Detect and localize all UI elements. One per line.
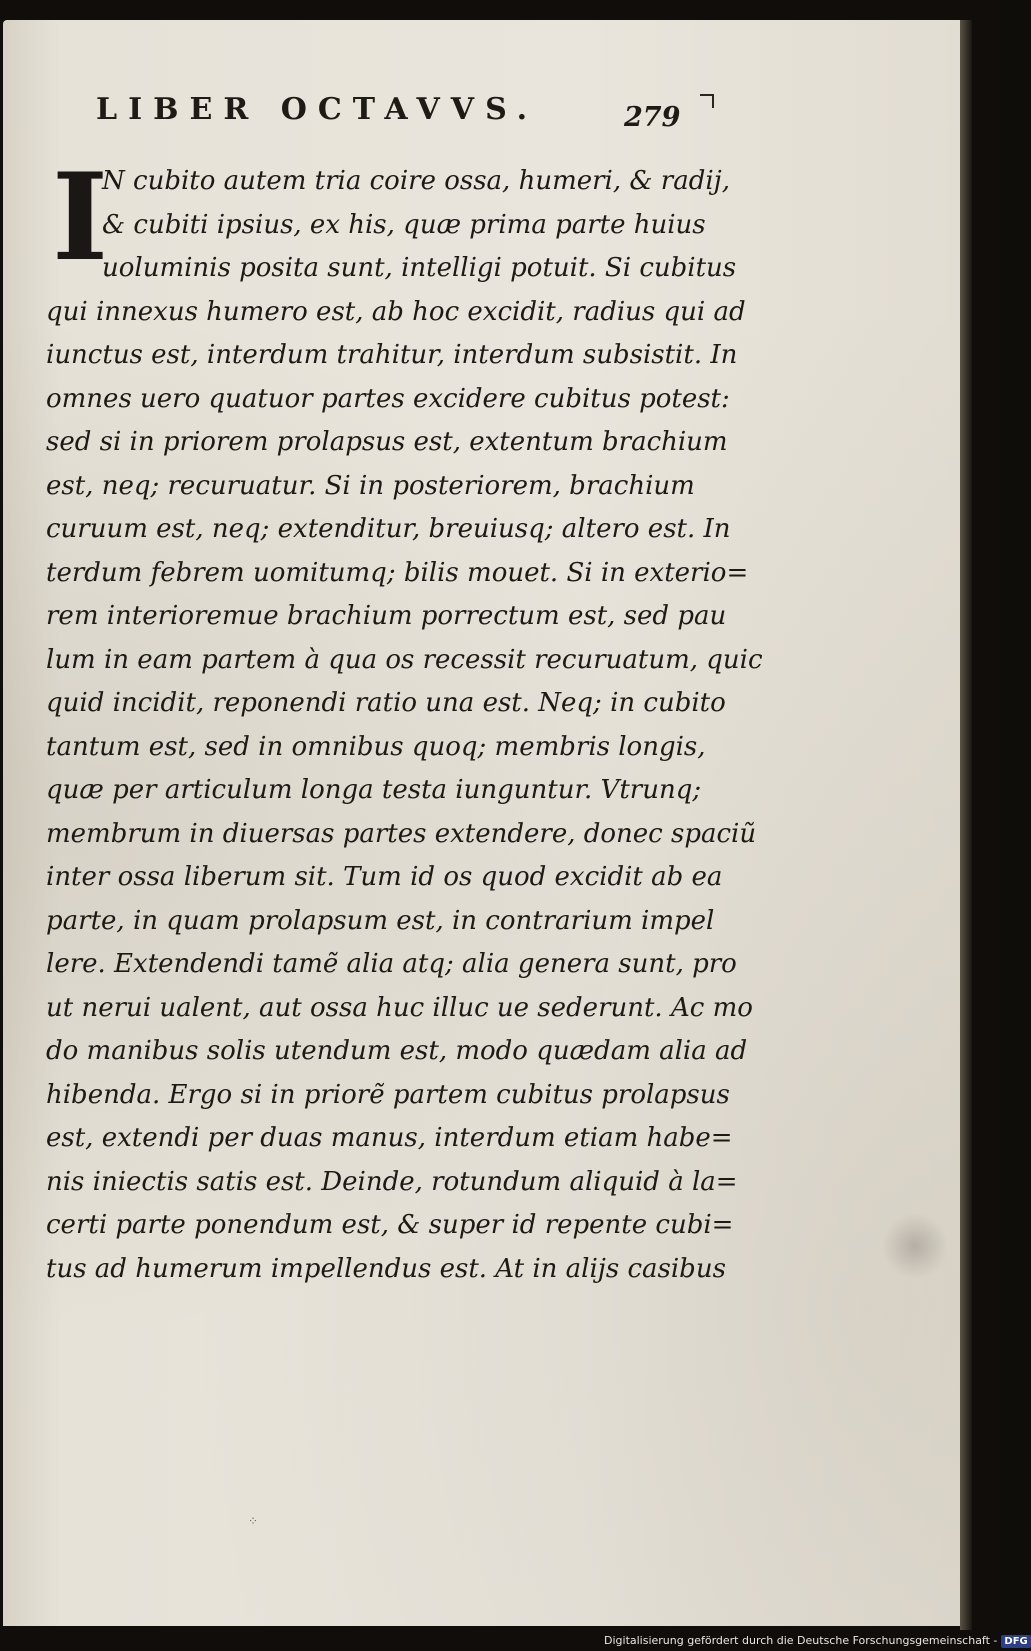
text-line: terdum febrem uomitumq; bilis mouet. Si in exterio= <box>46 557 749 588</box>
text-line: membrum in diuersas partes extendere, donec spaciũ <box>46 818 757 849</box>
text-line: quid incidit, reponendi ratio una est. Neq; in cubito <box>46 688 726 718</box>
text-line: ut nerui ualent, aut ossa huc illuc ue sederunt. Ac mo <box>46 992 753 1023</box>
text-line: nis iniectis satis est. Deinde, rotundum aliquid à la= <box>46 1166 738 1197</box>
text-line: tantum est, sed in omnibus quoq; membris longis, <box>46 731 706 762</box>
ink-speck: ⁘ <box>248 1514 259 1528</box>
text-line: parte, in quam prolapsum est, in contrarium impel <box>46 905 715 936</box>
text-line: qui innexus humero est, ab hoc excidit, radius qui ad <box>46 296 746 327</box>
credit-text: Digitalisierung gefördert durch die Deutsche Forschungsgemeinschaft - <box>604 1634 998 1647</box>
text-line: & cubiti ipsius, ex his, quæ prima parte huius <box>102 209 706 240</box>
text-line: inter ossa liberum sit. Tum id os quod excidit ab ea <box>46 862 723 892</box>
dfg-logo: DFG <box>1001 1635 1030 1648</box>
body-text <box>46 147 763 1291</box>
page-number: 279 <box>624 102 681 133</box>
text-line: lum in eam partem à qua os recessit recuruatum, quic <box>46 644 763 675</box>
paper-stain <box>880 1214 950 1278</box>
text-line: quæ per articulum longa testa iunguntur. Vtrunq; <box>46 775 702 805</box>
drop-initial: I <box>52 147 109 288</box>
text-line: curuum est, neq; extenditur, breuiusq; altero est. In <box>46 514 731 544</box>
text-line: omnes uero quatuor partes excidere cubitus potest: <box>46 383 730 414</box>
text-line: do manibus solis utendum est, modo quædam alia ad <box>46 1036 748 1066</box>
page-edge-shadow <box>960 20 972 1630</box>
text-line: uoluminis posita sunt, intelligi potuit. Si cubitus <box>102 253 737 283</box>
page-header <box>96 88 736 140</box>
digitization-credit <box>604 1634 1031 1648</box>
text-line: tus ad humerum impellendus est. At in alijs casibus <box>46 1253 726 1284</box>
text-line: N cubito autem tria coire ossa, humeri, & radij, <box>102 166 731 196</box>
corner-bracket-mark <box>700 94 714 108</box>
text-line: est, neq; recuruatur. Si in posteriorem, brachium <box>46 470 695 501</box>
running-head: LIBER OCTAVVS. <box>96 92 539 127</box>
text-line: lere. Extendendi tamẽ alia atq; alia genera sunt, pro <box>46 949 737 979</box>
text-line: sed si in priorem prolapsus est, extentum brachium <box>46 427 728 457</box>
text-line: iunctus est, interdum trahitur, interdum subsistit. In <box>46 340 738 370</box>
text-line: rem interioremue brachium porrectum est, sed pau <box>46 601 727 631</box>
text-line: est, extendi per duas manus, interdum etiam habe= <box>46 1123 733 1153</box>
text-line: certi parte ponendum est, & super id repente cubi= <box>46 1210 734 1240</box>
text-line: hibenda. Ergo si in priorẽ partem cubitus prolapsus <box>46 1079 730 1110</box>
